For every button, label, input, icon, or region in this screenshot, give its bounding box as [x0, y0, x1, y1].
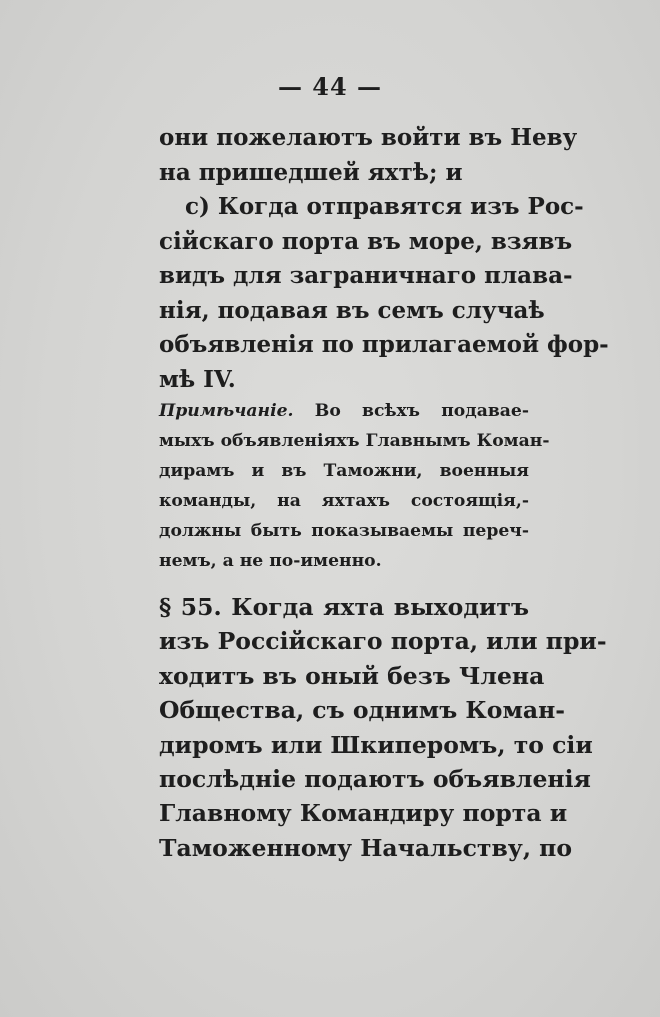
text-line: сiйскаго порта въ море, взявъ [159, 227, 573, 255]
text-line: Таможенному Начальству, по [159, 833, 573, 862]
text-line: они пожелаютъ войти въ Неву [159, 124, 578, 151]
text-line: ходитъ въ оный безъ Члена [159, 661, 545, 690]
text-line: c) Когда отправятся изъ Рос- [185, 193, 584, 220]
text-line: мыхъ объявленiяхъ Главнымъ Коман- [159, 431, 550, 451]
section-55 [159, 590, 607, 865]
text-line: дирамъ и въ Таможни, военныя [159, 461, 529, 481]
note-paragraph [159, 396, 550, 576]
text-line: изъ Россiйскаго порта, или при- [159, 627, 607, 656]
text-line: послѣднiе подаютъ объявленiя [159, 765, 591, 794]
note-first-line-text: Во всѣхъ подавае- [314, 401, 529, 421]
text-line: мѣ IV. [159, 365, 236, 393]
paragraph-continuation [159, 121, 578, 190]
text-line: Общества, съ однимъ Коман- [159, 696, 566, 725]
paragraph-item-c [159, 190, 609, 397]
text-line: видъ для заграничнаго плава- [159, 262, 573, 289]
page-number: — 44 — [277, 72, 383, 101]
text-line: должны быть показываемы переч- [159, 521, 529, 541]
text-line: § 55. Когда яхта выходитъ [159, 593, 529, 621]
text-line: диромъ или Шкиперомъ, то сiи [159, 730, 593, 759]
text-line: на пришедшей яхтѣ; и [159, 158, 463, 186]
text-line: нiя, подавая въ семъ случаѣ [159, 296, 545, 324]
note-first-line [159, 396, 529, 426]
note-label: Примѣчанiе. [159, 401, 294, 421]
text-line: Главному Командиру порта и [159, 799, 568, 828]
text-line: команды, на яхтахъ состоящiя,- [159, 491, 529, 511]
text-line: объявленiя по прилагаемой фор- [159, 331, 609, 358]
text-line: немъ, а не по-именно. [159, 551, 382, 571]
